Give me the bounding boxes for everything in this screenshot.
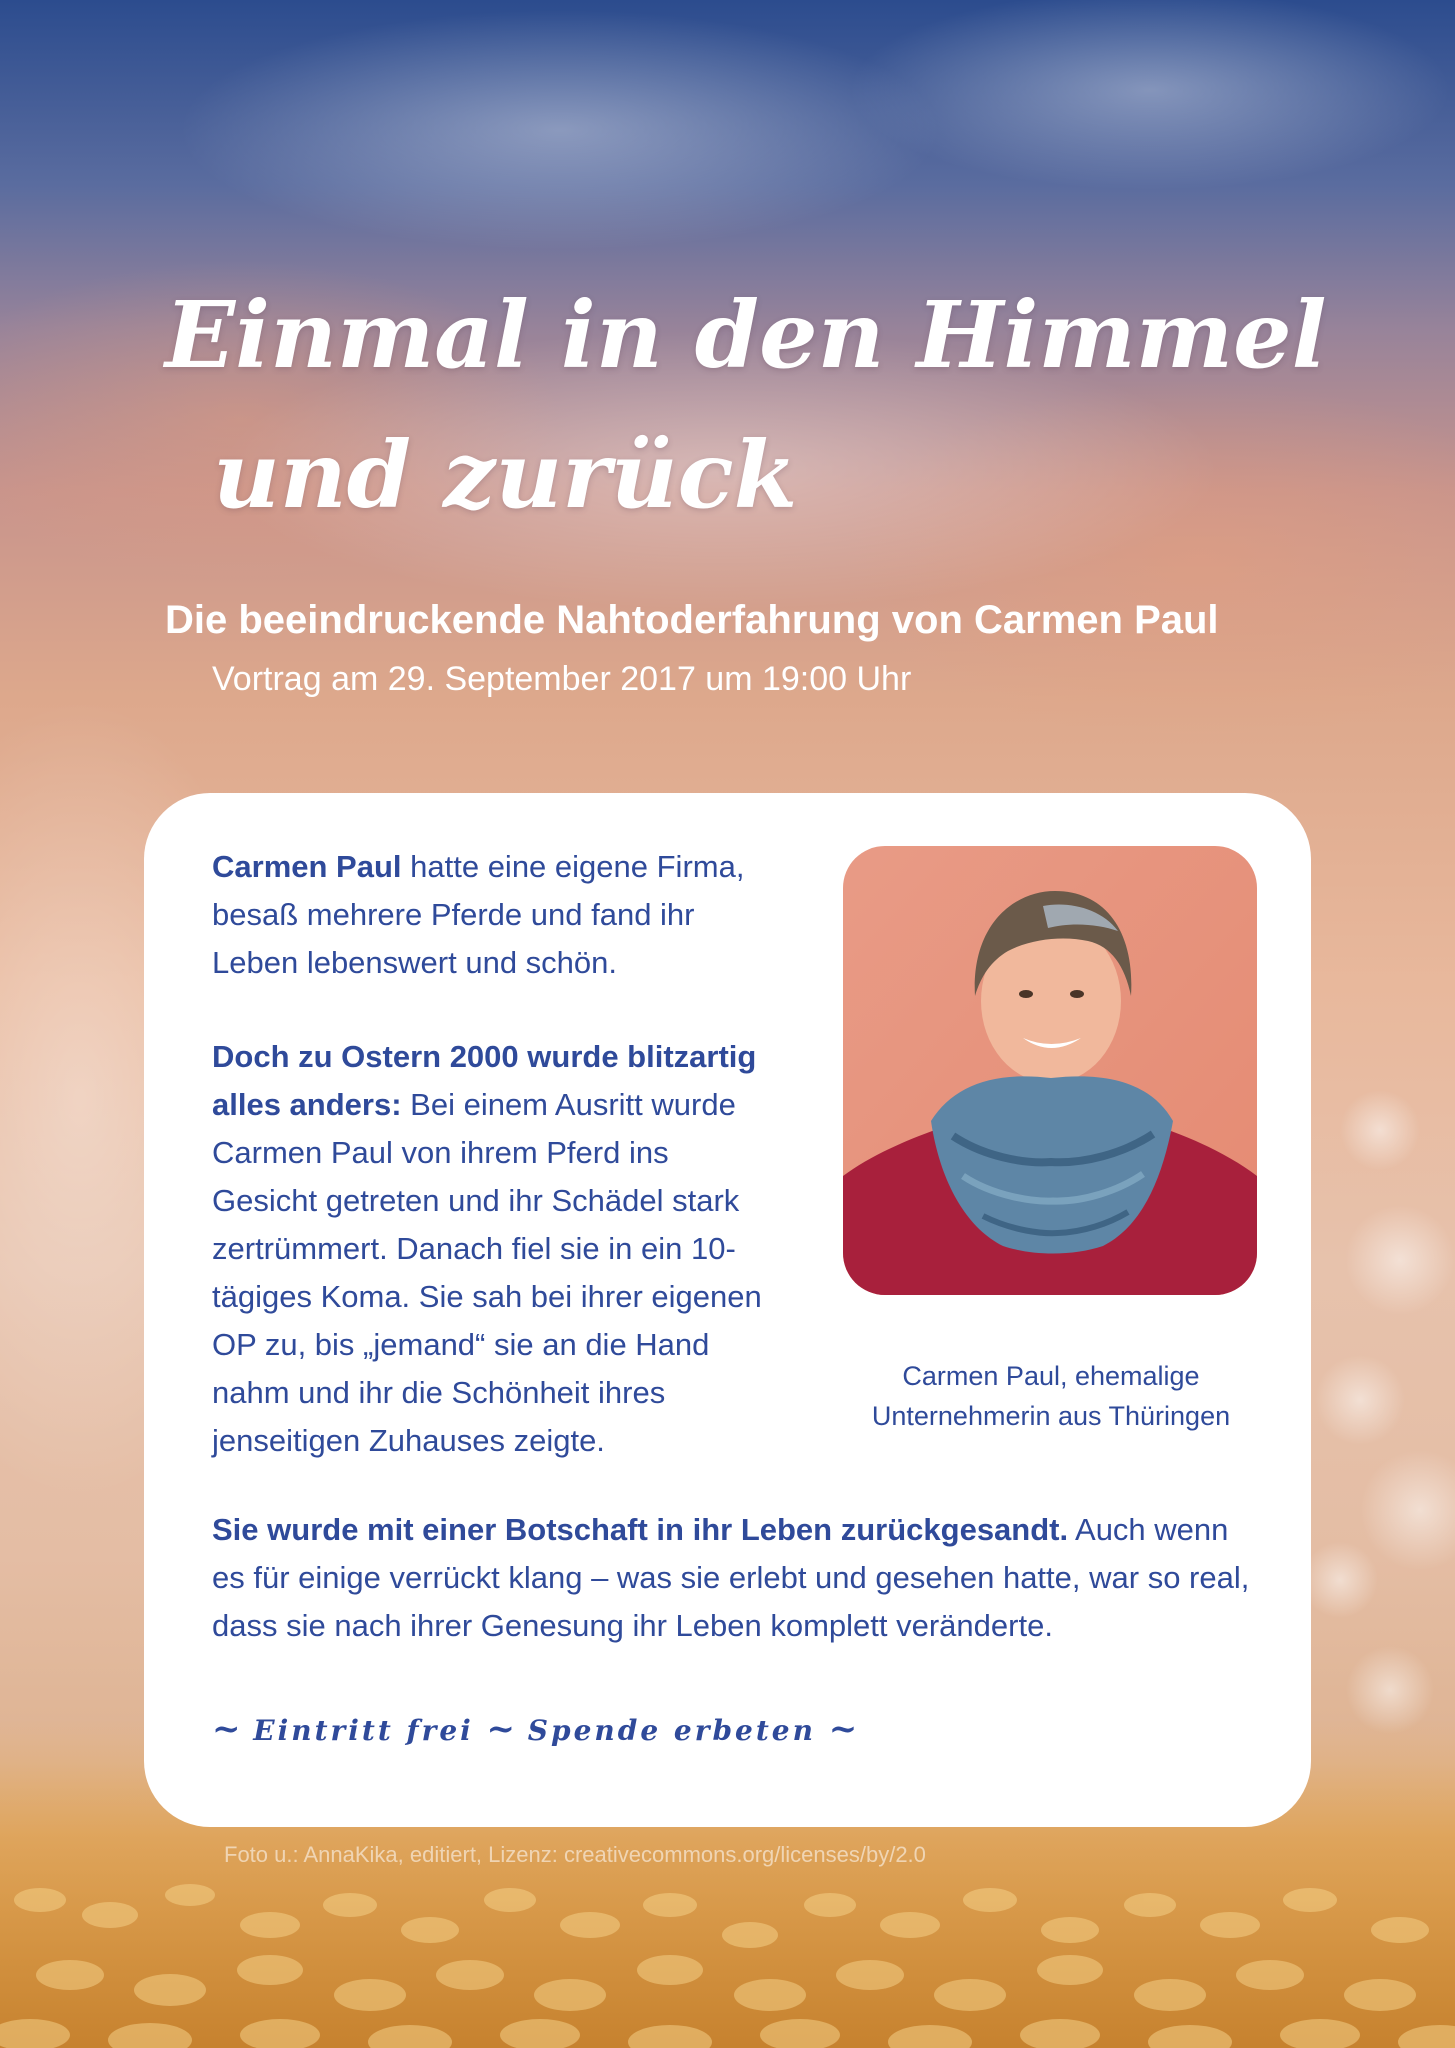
intro-text: hatte eine eigene Firma, besaß mehrere Pferde und fand ihr Leben lebenswert und schön. bbox=[212, 849, 745, 980]
caption-line-1: Carmen Paul, ehemalige bbox=[902, 1361, 1200, 1391]
event-date: Vortrag am 29. September 2017 um 19:00 Uhr bbox=[212, 660, 912, 698]
tilde-separator: ~ bbox=[212, 1709, 241, 1749]
title-line-2: und zurück bbox=[213, 421, 798, 529]
intro-bold: Carmen Paul bbox=[212, 849, 402, 884]
donation-text: Spende erbeten bbox=[527, 1714, 816, 1747]
story-paragraph bbox=[212, 1033, 782, 1465]
tilde-separator: ~ bbox=[486, 1709, 516, 1749]
photo-credit: Foto u.: AnnaKika, editiert, Lizenz: creativecommons.org/licenses/by/2.0 bbox=[224, 1842, 926, 1867]
message-paragraph bbox=[212, 1506, 1252, 1650]
subtitle: Die beeindruckende Nahtoderfahrung von Carmen Paul bbox=[165, 598, 1219, 642]
title-line-1: Einmal in den Himmel bbox=[165, 281, 1327, 389]
story-bold: Doch zu Ostern 2000 wurde blitzartig alles anders: bbox=[212, 1039, 757, 1122]
info-card bbox=[144, 793, 1311, 1827]
intro-paragraph bbox=[212, 843, 772, 987]
message-text: Auch wenn es für einige verrückt klang – was sie erlebt und gesehen hatte, war so real, dass sie nach ihrer Genesung ihr Leben komplett veränderte. bbox=[212, 1512, 1250, 1643]
story-text: Bei einem Ausritt wurde Carmen Paul von ihrem Pferd ins Gesicht getreten und ihr Schädel stark zertrümmert. Danach fiel sie in ein 10-tägiges Koma. Sie sah bei ihrer eigenen OP zu, bis „jemand“ sie an die Hand nahm und ihr die Schönheit ihres jenseitigen Zuhauses zeigte. bbox=[212, 1087, 762, 1458]
entry-free-text: Eintritt frei bbox=[253, 1714, 474, 1747]
admission-line bbox=[212, 1709, 857, 1749]
caption-line-2: Unternehmerin aus Thüringen bbox=[871, 1401, 1231, 1431]
poster-title bbox=[165, 265, 1327, 545]
photo-caption bbox=[816, 1356, 1286, 1436]
tilde-separator: ~ bbox=[828, 1709, 858, 1749]
portrait-photo bbox=[843, 846, 1257, 1295]
message-bold: Sie wurde mit einer Botschaft in ihr Leben zurückgesandt. bbox=[212, 1512, 1069, 1547]
